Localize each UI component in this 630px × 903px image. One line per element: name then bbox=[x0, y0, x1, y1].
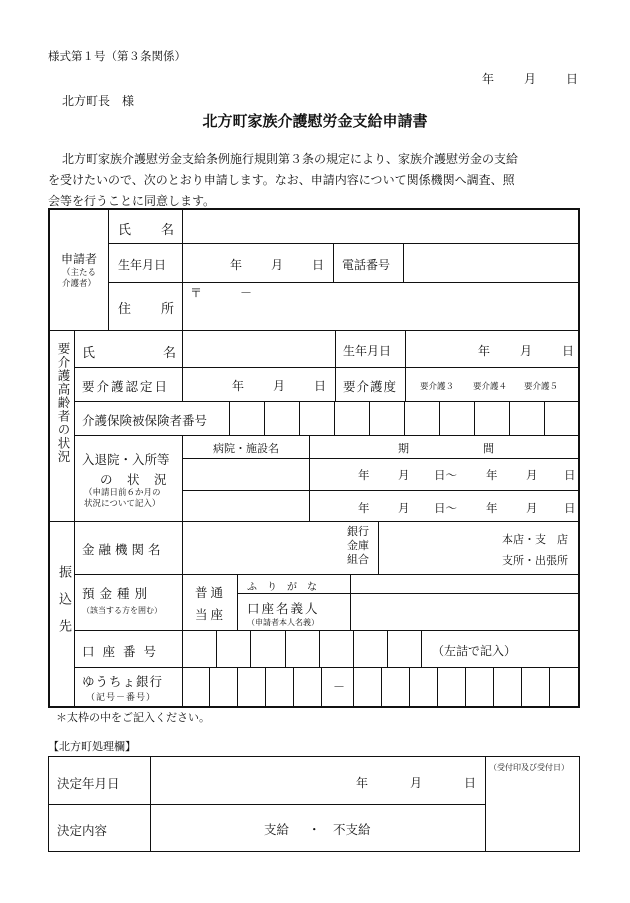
header-date bbox=[482, 70, 578, 87]
postal-mark: 〒 bbox=[190, 286, 203, 300]
facility-header: 病院・施設名 bbox=[213, 442, 279, 455]
applicant-address-label: 住 所 bbox=[118, 302, 174, 317]
applicant-birth-date: 年 月 日 bbox=[230, 258, 324, 272]
cert-date: 年 月 日 bbox=[232, 379, 326, 393]
date-month: 月 bbox=[523, 72, 536, 86]
hospital-status-label-2: の 状 況 bbox=[100, 472, 168, 487]
care-level-3[interactable]: 要介護３ bbox=[420, 382, 455, 392]
yucho-note: （記号－番号） bbox=[86, 693, 157, 703]
decision-content-label: 決定内容 bbox=[57, 823, 108, 838]
hospital-status-label: 入退院・入所等 bbox=[82, 452, 170, 467]
applicant-birth-label: 生年月日 bbox=[118, 258, 167, 272]
postal-dash: － bbox=[240, 286, 253, 300]
care-level-4[interactable]: 要介護４ bbox=[473, 382, 508, 392]
branch-type-2[interactable]: 支所・出張所 bbox=[502, 554, 568, 567]
account-type-normal[interactable]: 普通 bbox=[195, 585, 227, 600]
footnote: ＊太枠の中をご記入ください。 bbox=[56, 711, 210, 724]
care-level-label: 要介護度 bbox=[343, 379, 398, 394]
applicant-section-label: 申請者 bbox=[60, 252, 97, 266]
page-title: 北方町家族介護慰労金支給申請書 bbox=[202, 112, 428, 130]
bank-name-label: 金融機関名 bbox=[82, 542, 165, 557]
decision-option-sep: ・ bbox=[308, 822, 321, 837]
hospital-status-note: （申請日前６か月の 状況について記入） bbox=[84, 488, 161, 509]
bank-type-options[interactable]: 銀行 金庫 組合 bbox=[347, 525, 369, 566]
elder-section-label: 要介護高齢者の状況 bbox=[56, 342, 71, 464]
account-holder-label: 口座名義人 bbox=[247, 601, 320, 616]
applicant-section-sub: （主たる 介護者） bbox=[61, 268, 96, 289]
account-type-current[interactable]: 当座 bbox=[195, 607, 227, 622]
left-align-note: （左詰で記入） bbox=[432, 644, 517, 658]
applicant-name-label: 氏 名 bbox=[118, 223, 174, 238]
account-type-label: 預金種別 bbox=[82, 586, 153, 601]
insurance-number-label: 介護保険被保険者番号 bbox=[82, 413, 208, 428]
intro-line-3: 会等を行うことに同意します。 bbox=[48, 194, 216, 208]
furigana-label: ふ り が な bbox=[247, 582, 317, 593]
intro-line-1: 北方町家族介護慰労金支給条例施行規則第３条の規定により、家族介護慰労金の支給 bbox=[62, 152, 519, 166]
yucho-label: ゆうちょ銀行 bbox=[82, 674, 164, 689]
office-section-title: 【北方町処理欄】 bbox=[48, 740, 136, 753]
transfer-section-label: 振込先 bbox=[56, 565, 71, 646]
account-holder-note: （申請者本人名義） bbox=[247, 618, 319, 627]
elder-name-label: 氏 名 bbox=[82, 346, 176, 361]
period-header: 期 間 bbox=[398, 442, 494, 455]
date-day: 日 bbox=[565, 72, 578, 86]
decision-date-label: 決定年月日 bbox=[57, 776, 120, 791]
elder-birth-label: 生年月日 bbox=[343, 344, 392, 358]
intro-line-2: を受けたいので、次のとおり申請します。なお、申請内容について関係機関へ調査、照 bbox=[48, 173, 515, 187]
decision-option-pay[interactable]: 支給 bbox=[264, 822, 290, 837]
elder-birth-date: 年 月 日 bbox=[478, 344, 574, 358]
addressee: 北方町長 様 bbox=[62, 94, 135, 108]
yucho-dash: － bbox=[333, 680, 346, 694]
account-number-label: 口座番号 bbox=[82, 644, 165, 659]
decision-option-nopay[interactable]: 不支給 bbox=[333, 822, 371, 837]
branch-type-1[interactable]: 本店・支 店 bbox=[502, 533, 568, 546]
cert-date-label: 要介護認定日 bbox=[82, 379, 170, 394]
account-type-note: （該当する方を囲む） bbox=[82, 606, 162, 615]
form-number: 様式第１号（第３条関係） bbox=[48, 49, 186, 63]
applicant-phone-label: 電話番号 bbox=[342, 258, 391, 272]
care-level-5[interactable]: 要介護５ bbox=[524, 382, 559, 392]
decision-date: 年 月 日 bbox=[356, 776, 476, 790]
date-year: 年 bbox=[482, 72, 495, 86]
stamp-label: （受付印及び受付日） bbox=[489, 763, 569, 772]
